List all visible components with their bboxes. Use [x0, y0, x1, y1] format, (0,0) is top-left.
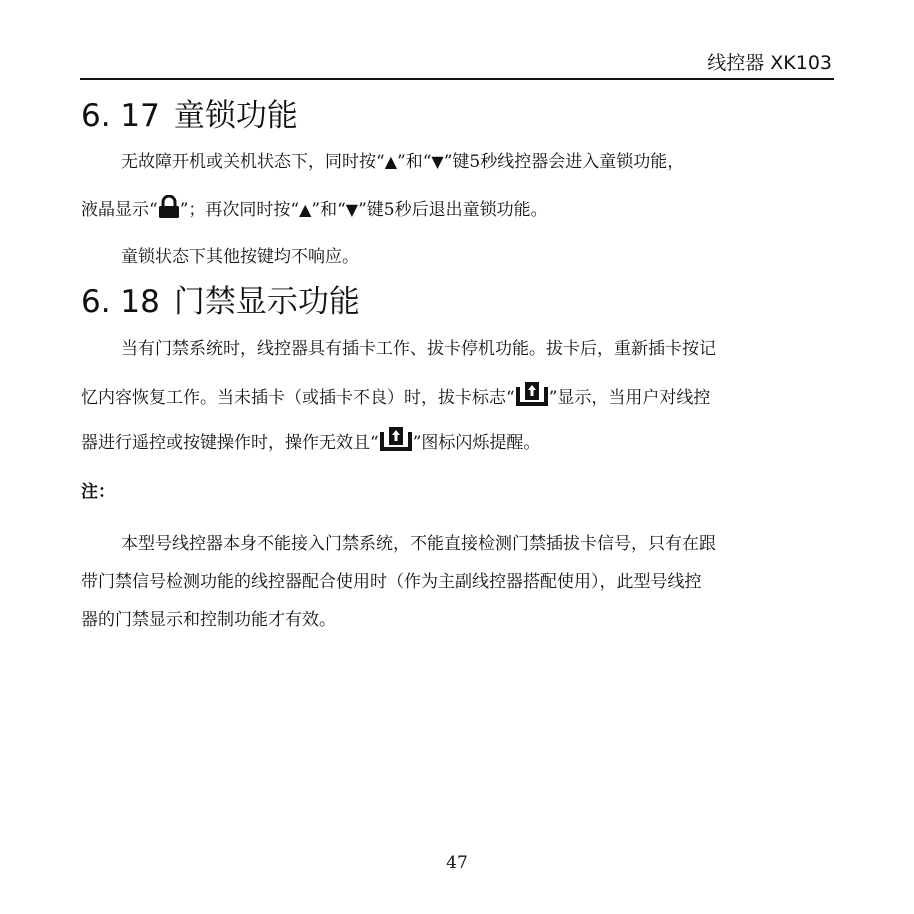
- text-run: ”键5秒后退出童锁功能。: [358, 200, 548, 220]
- document-title: 线控器 XK103: [707, 52, 832, 74]
- section-number: 6. 17: [81, 98, 160, 134]
- text-run: ”和“: [397, 152, 432, 172]
- up-arrow-icon: ▲: [299, 200, 312, 219]
- section-title: 童锁功能: [173, 98, 298, 134]
- note-paragraph-line-1: 本型号线控器本身不能接入门禁系统，不能直接检测门禁插拔卡信号，只有在跟: [121, 534, 716, 554]
- text-run: ”图标闪烁提醒。: [412, 433, 541, 453]
- text-run: 忆内容恢复工作。当未插卡（或插卡不良）时，拔卡标志“: [81, 388, 515, 408]
- card-removed-icon: [515, 381, 549, 414]
- section-heading-6-17: [81, 97, 298, 135]
- note-paragraph-line-3: 器的门禁显示和控制功能才有效。: [81, 610, 336, 630]
- text-run: 器进行遥控或按键操作时，操作无效且“: [81, 433, 379, 453]
- access-control-paragraph-line-2: [81, 381, 710, 414]
- text-run: 无故障开机或关机状态下，同时按“: [121, 152, 385, 172]
- child-lock-paragraph-line-2: [81, 195, 548, 226]
- down-arrow-icon: ▼: [431, 152, 444, 171]
- down-arrow-icon: ▼: [345, 200, 359, 219]
- note-paragraph-line-2: 带门禁信号检测功能的线控器配合使用时（作为主副线控器搭配使用），此型号线控: [81, 572, 702, 592]
- access-control-paragraph-line-1: 当有门禁系统时，线控器具有插卡工作、拔卡停机功能。拔卡后，重新插卡按记: [121, 339, 716, 359]
- text-run: ”；再次同时按“: [179, 200, 300, 220]
- child-lock-paragraph-2: 童锁状态下其他按键均不响应。: [121, 247, 359, 267]
- header-divider: [80, 78, 834, 80]
- padlock-icon: [158, 195, 180, 226]
- section-title: 门禁显示功能: [173, 284, 360, 320]
- text-run: 液晶显示“: [81, 200, 158, 220]
- text-run: ”显示，当用户对线控: [548, 388, 711, 408]
- up-arrow-icon: ▲: [384, 152, 398, 171]
- text-run: ”和“: [311, 200, 346, 220]
- note-label: 注：: [81, 482, 115, 502]
- page-number: 47: [446, 853, 468, 873]
- section-number: 6. 18: [81, 284, 160, 320]
- child-lock-paragraph-line-1: [121, 150, 684, 174]
- section-heading-6-18: [81, 283, 360, 321]
- text-run: ”键5秒线控器会进入童锁功能，: [443, 152, 685, 172]
- card-removed-icon: [379, 426, 413, 459]
- access-control-paragraph-line-3: [81, 426, 540, 459]
